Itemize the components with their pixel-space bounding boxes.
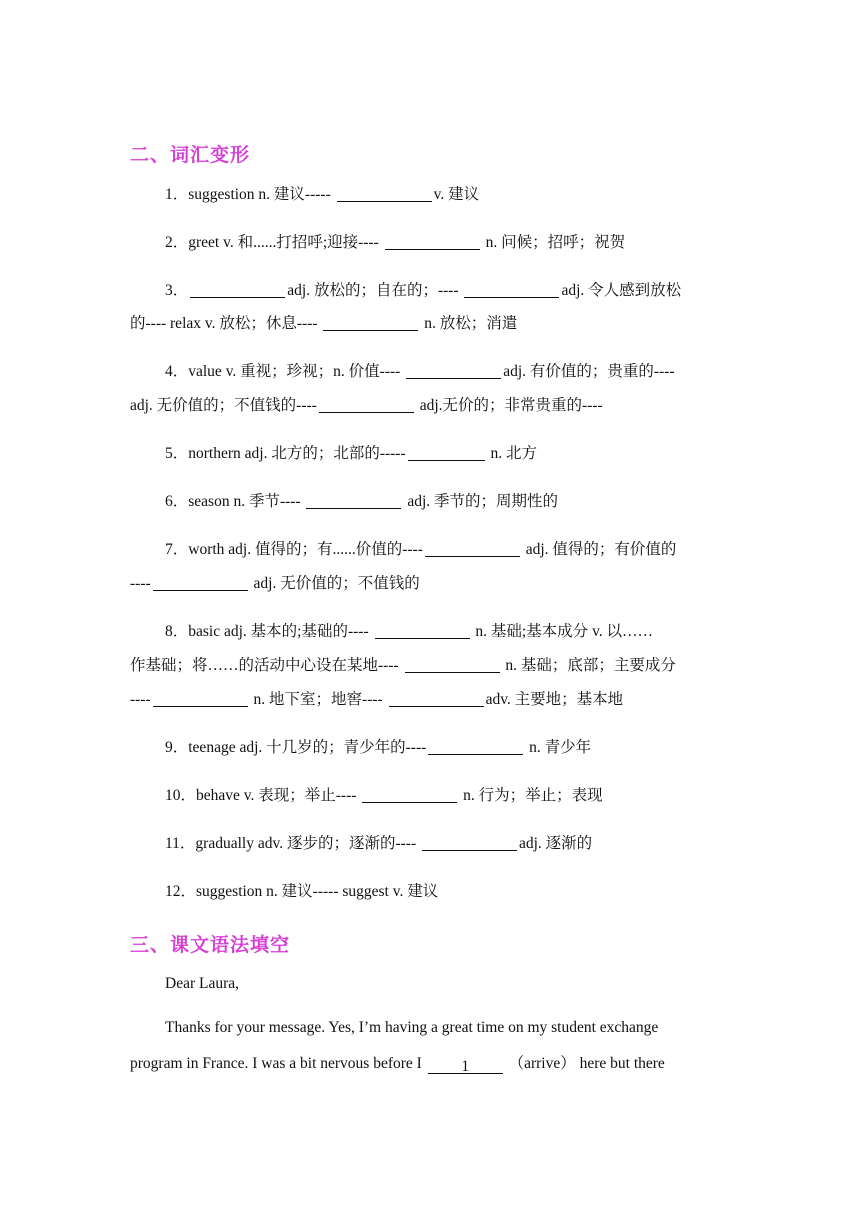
paragraph-text: Thanks for your message. Yes, I’m having a great time on my student exchange (165, 1019, 659, 1036)
answer-blank[interactable] (306, 492, 401, 509)
vocab-item-12 (130, 882, 730, 902)
vocab-item-1 (130, 185, 730, 205)
answer-blank[interactable] (337, 185, 432, 202)
answer-blank[interactable] (405, 656, 500, 673)
vocab-item-10 (130, 786, 730, 806)
item-text: 10．behave v. 表现；举止---- (165, 787, 357, 804)
answer-blank[interactable] (422, 834, 517, 851)
item-text: n. 基础;基本成分 (475, 623, 589, 640)
answer-blank[interactable] (385, 233, 480, 250)
section-heading-vocabulary: 二、词汇变形 (130, 144, 251, 166)
answer-blank[interactable] (375, 622, 470, 639)
answer-blank[interactable] (190, 281, 285, 298)
item-text: v. 建议 (433, 186, 480, 203)
item-text: n. 基础；底部；主要成分 (505, 657, 676, 674)
item-text: adj.无价的；非常贵重的---- (419, 397, 603, 414)
item-text: n. 青少年 (529, 739, 592, 756)
vocab-item-6 (130, 492, 730, 512)
vocab-item-4 (130, 362, 730, 382)
item-text: 7．worth adj. 值得的；有......价值的---- (165, 541, 423, 558)
verb-hint: （arrive） (508, 1055, 576, 1072)
item-text: n. 北方 (490, 445, 538, 462)
item-text: 的---- relax v. 放松；休息---- (130, 315, 318, 332)
answer-blank[interactable] (428, 738, 523, 755)
item-text: adj. 季节的；周期性的 (407, 493, 559, 510)
item-text: ---- (130, 575, 151, 592)
item-text: 作基础；将……的活动中心设在某地---- (130, 657, 399, 674)
answer-blank[interactable] (153, 690, 248, 707)
vocab-item-8-cont2 (130, 690, 730, 710)
item-text: 12．suggestion n. 建议----- suggest v. 建议 (165, 883, 439, 900)
item-text: 4．value v. 重视；珍视；n. 价值---- (165, 363, 401, 380)
vocab-item-2 (130, 233, 730, 253)
vocab-item-11 (130, 834, 730, 854)
item-text: 2．greet v. 和......打招呼;迎接---- (165, 234, 379, 251)
vocab-item-3 (130, 281, 730, 301)
paragraph-line-1 (130, 1018, 730, 1038)
item-text: ---- (130, 691, 151, 708)
item-text: 1．suggestion n. 建议----- (165, 186, 331, 203)
vocab-item-3-cont (130, 314, 730, 334)
vocab-item-7 (130, 540, 730, 560)
answer-blank[interactable] (389, 690, 484, 707)
vocab-item-4-cont (130, 396, 730, 416)
vocab-item-9 (130, 738, 730, 758)
vocab-item-8-cont (130, 656, 730, 676)
answer-blank[interactable] (362, 786, 457, 803)
item-text: 5．northern adj. 北方的；北部的----- (165, 445, 406, 462)
item-text: adj. 放松的；自在的；---- (287, 282, 459, 299)
letter-greeting: Dear Laura, (165, 975, 240, 992)
vocab-item-8 (130, 622, 730, 642)
paragraph-text: program in France. I was a bit nervous before I (130, 1055, 422, 1072)
item-text: adj. 无价值的；不值钱的---- (130, 397, 317, 414)
answer-blank[interactable] (323, 314, 418, 331)
item-text: 11．gradually adv. 逐步的；逐渐的---- (165, 835, 417, 852)
item-text: n. 放松；消遣 (424, 315, 518, 332)
section-heading-grammar-fill: 三、课文语法填空 (130, 934, 291, 956)
vocab-item-7-cont (130, 574, 730, 594)
item-text: 3． (165, 282, 189, 299)
item-text: 8．basic adj. 基本的;基础的---- (165, 623, 369, 640)
item-text: n. 地下室；地窖---- (253, 691, 383, 708)
answer-blank[interactable] (406, 362, 501, 379)
item-text: adv. 主要地；基本地 (485, 691, 624, 708)
answer-blank-1[interactable]: 1 (428, 1057, 503, 1074)
answer-blank[interactable] (408, 444, 485, 461)
item-text: adj. 令人感到放松 (561, 282, 682, 299)
item-text: n. 问候；招呼；祝贺 (485, 234, 626, 251)
answer-blank[interactable] (153, 574, 248, 591)
item-text: n. 行为；举止；表现 (463, 787, 603, 804)
paragraph-text: here but there (579, 1055, 665, 1072)
item-text: v. 以…… (592, 623, 654, 640)
answer-blank[interactable] (425, 540, 520, 557)
item-text: adj. 值得的；有价值的 (525, 541, 677, 558)
answer-blank[interactable] (319, 396, 414, 413)
item-text: adj. 有价值的；贵重的---- (503, 363, 675, 380)
item-text: adj. 无价值的；不值钱的 (253, 575, 420, 592)
paragraph-line-2 (130, 1054, 730, 1074)
item-text: 6．season n. 季节---- (165, 493, 301, 510)
answer-blank[interactable] (464, 281, 559, 298)
item-text: 9．teenage adj. 十几岁的；青少年的---- (165, 739, 427, 756)
item-text: adj. 逐渐的 (518, 835, 593, 852)
vocab-item-5 (130, 444, 730, 464)
